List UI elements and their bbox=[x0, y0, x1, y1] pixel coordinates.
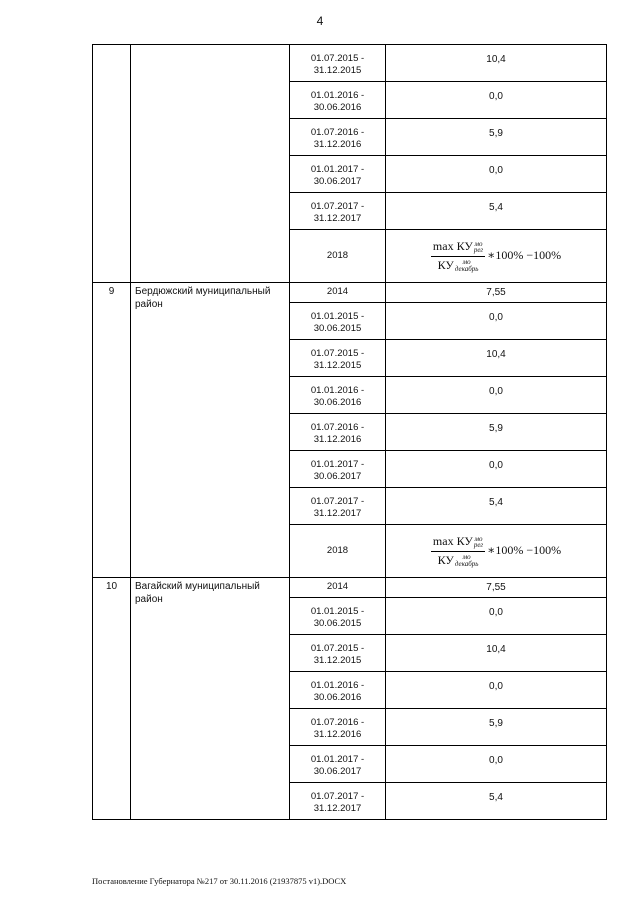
period-cell: 01.07.2015 - 31.12.2015 bbox=[290, 45, 386, 82]
period-cell: 01.01.2017 - 30.06.2017 bbox=[290, 156, 386, 193]
value-cell: 10,4 bbox=[386, 45, 607, 82]
value-cell: 10,4 bbox=[386, 340, 607, 377]
district-name: Вагайский муниципальный район bbox=[131, 578, 290, 820]
value-cell: 10,4 bbox=[386, 635, 607, 672]
period-cell: 01.01.2016 - 30.06.2016 bbox=[290, 672, 386, 709]
value-cell: 5,4 bbox=[386, 783, 607, 820]
value-cell: 5,4 bbox=[386, 193, 607, 230]
district-number: 10 bbox=[93, 578, 131, 820]
district-number-cell bbox=[93, 45, 131, 283]
value-cell: 0,0 bbox=[386, 746, 607, 783]
value-cell: 0,0 bbox=[386, 451, 607, 488]
period-cell: 2018 bbox=[290, 230, 386, 283]
period-cell: 01.01.2015 - 30.06.2015 bbox=[290, 598, 386, 635]
period-cell: 01.01.2015 - 30.06.2015 bbox=[290, 303, 386, 340]
period-cell: 01.07.2017 - 31.12.2017 bbox=[290, 488, 386, 525]
value-cell: 0,0 bbox=[386, 377, 607, 414]
tariff-table bbox=[92, 44, 607, 820]
period-cell: 01.07.2017 - 31.12.2017 bbox=[290, 783, 386, 820]
table-row bbox=[93, 45, 607, 82]
period-cell: 01.07.2015 - 31.12.2015 bbox=[290, 340, 386, 377]
document-footer: Постановление Губернатора №217 от 30.11.2016 (21937875 v1).DOCX bbox=[92, 876, 347, 886]
period-cell: 01.07.2016 - 31.12.2016 bbox=[290, 119, 386, 156]
district-number: 9 bbox=[93, 283, 131, 578]
value-cell: 5,4 bbox=[386, 488, 607, 525]
formula-cell bbox=[386, 230, 607, 283]
period-cell: 01.07.2017 - 31.12.2017 bbox=[290, 193, 386, 230]
value-cell: 0,0 bbox=[386, 672, 607, 709]
district-name: Бердюжский муниципальный район bbox=[131, 283, 290, 578]
value-cell: 0,0 bbox=[386, 598, 607, 635]
value-cell: 7,55 bbox=[386, 283, 607, 303]
value-cell: 0,0 bbox=[386, 303, 607, 340]
table-row bbox=[93, 578, 607, 598]
table-row bbox=[93, 283, 607, 303]
value-cell: 0,0 bbox=[386, 82, 607, 119]
value-cell: 5,9 bbox=[386, 119, 607, 156]
page-number: 4 bbox=[316, 14, 324, 28]
value-cell: 5,9 bbox=[386, 709, 607, 746]
period-cell: 01.01.2017 - 30.06.2017 bbox=[290, 746, 386, 783]
value-cell: 7,55 bbox=[386, 578, 607, 598]
period-cell: 01.01.2016 - 30.06.2016 bbox=[290, 377, 386, 414]
period-cell: 01.07.2015 - 31.12.2015 bbox=[290, 635, 386, 672]
period-cell: 2014 bbox=[290, 578, 386, 598]
formula-cell bbox=[386, 525, 607, 578]
period-cell: 01.07.2016 - 31.12.2016 bbox=[290, 709, 386, 746]
period-cell: 2018 bbox=[290, 525, 386, 578]
value-cell: 0,0 bbox=[386, 156, 607, 193]
period-cell: 01.01.2017 - 30.06.2017 bbox=[290, 451, 386, 488]
value-cell: 5,9 bbox=[386, 414, 607, 451]
formula: max КУ мо рег КУ мо декабрь ∗100% −100% bbox=[432, 533, 562, 568]
district-name-cell bbox=[131, 45, 290, 283]
formula: max КУ мо рег КУ мо декабрь ∗100% −100% bbox=[432, 238, 562, 273]
period-cell: 2014 bbox=[290, 283, 386, 303]
period-cell: 01.01.2016 - 30.06.2016 bbox=[290, 82, 386, 119]
period-cell: 01.07.2016 - 31.12.2016 bbox=[290, 414, 386, 451]
